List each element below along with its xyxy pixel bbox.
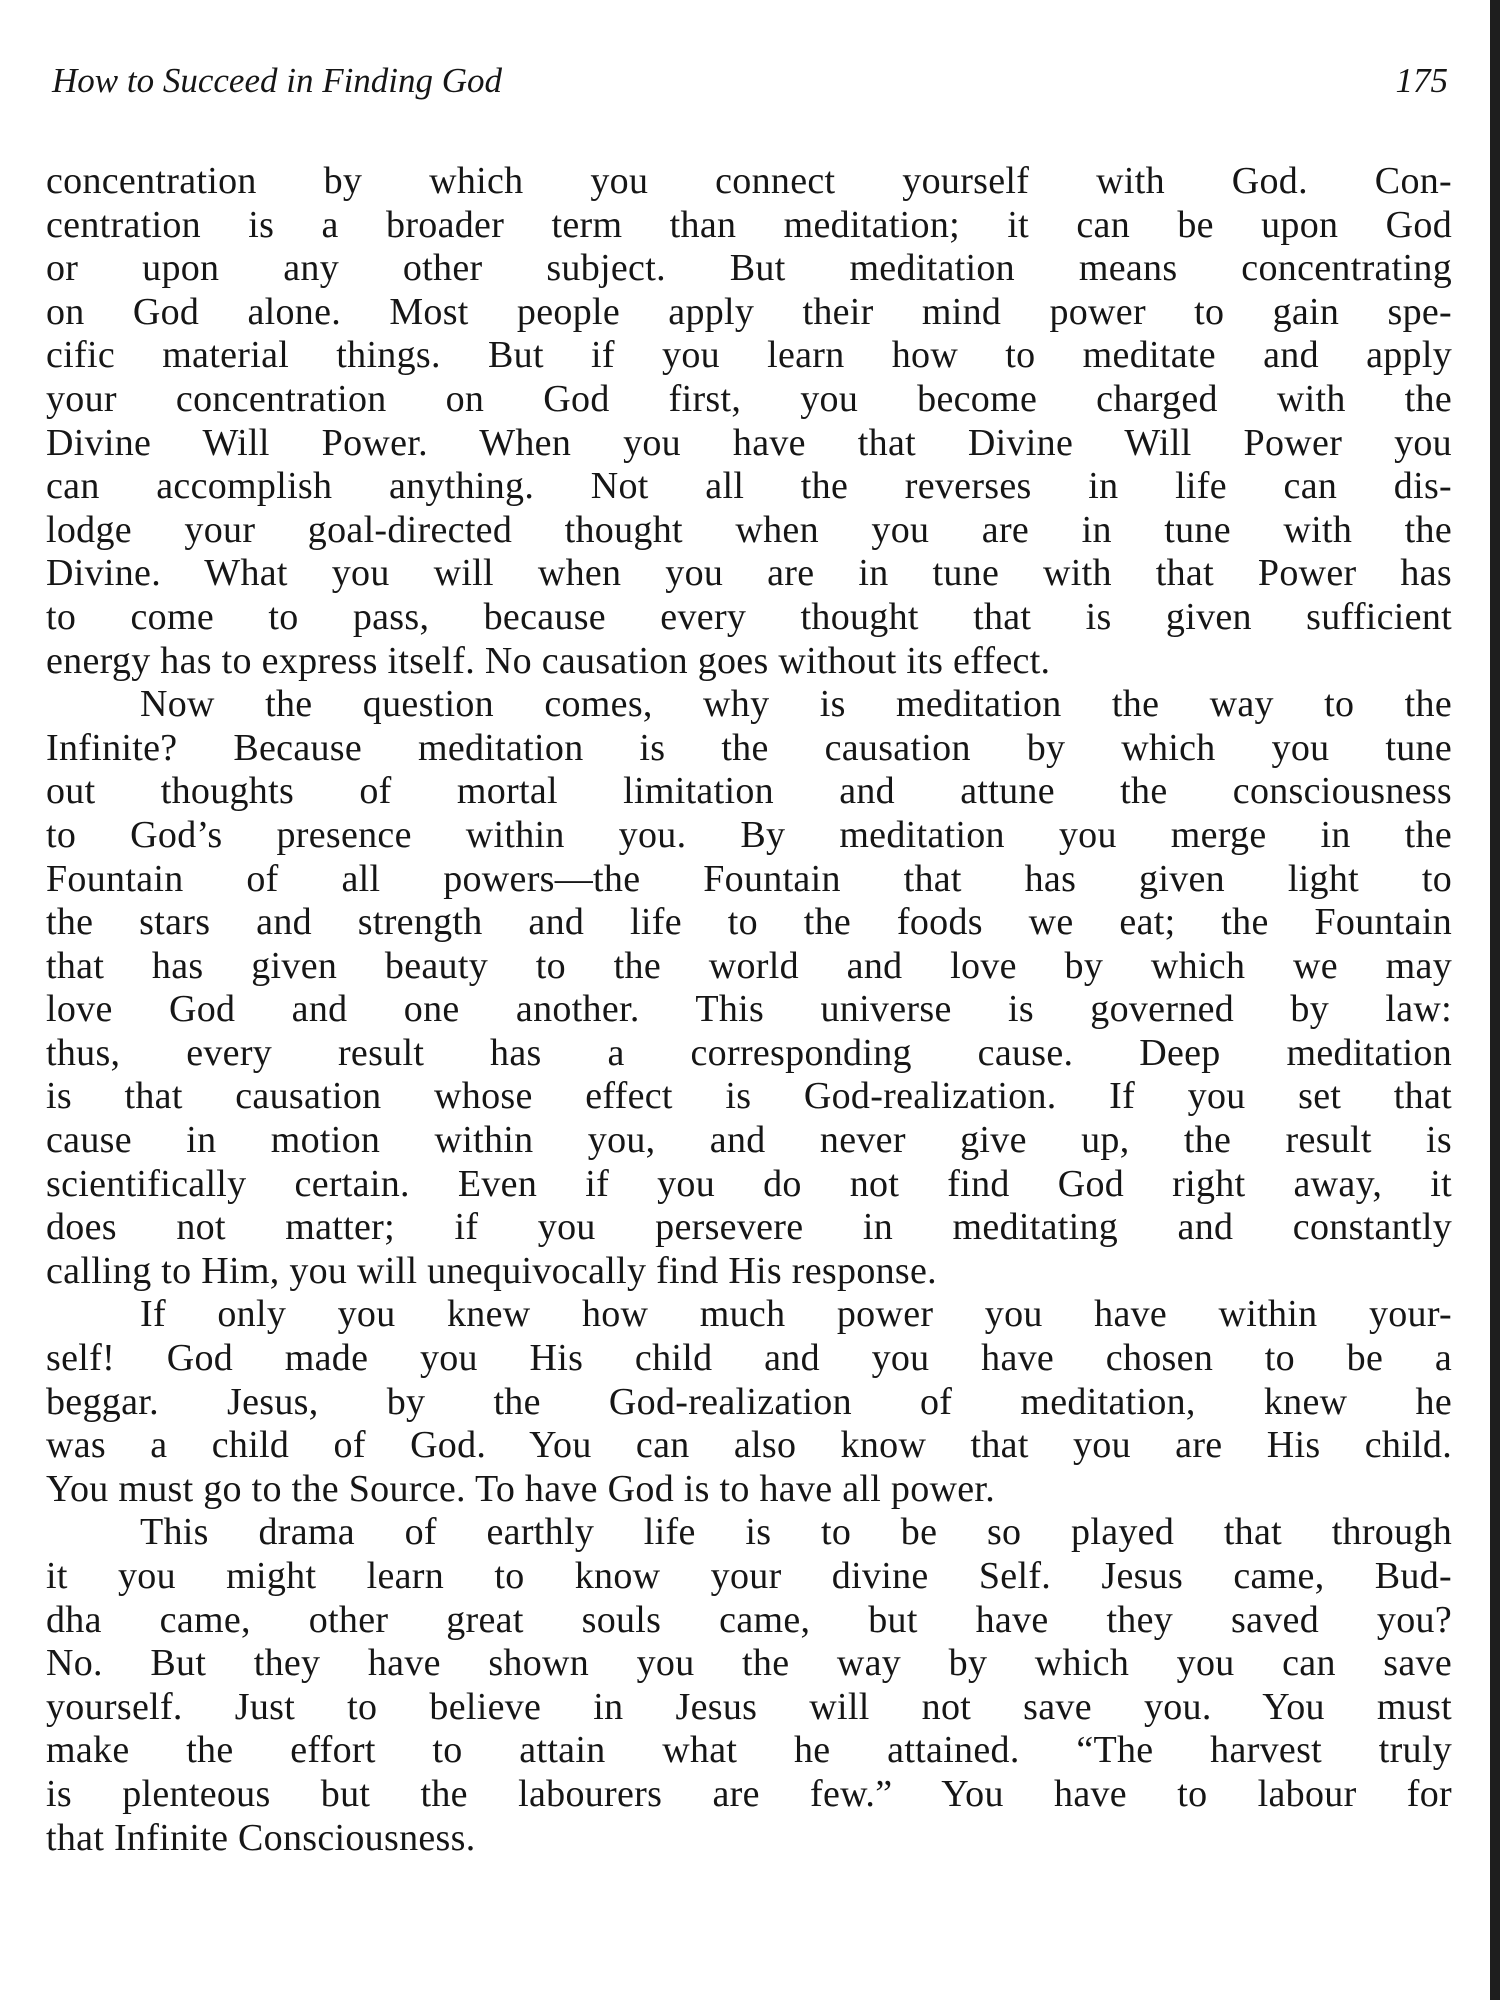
text-line: Now the question comes, why is meditation the way to the [140,683,1452,726]
paragraph [46,1511,1452,1860]
text-line: was a child of God. You can also know that you are His child. [46,1424,1452,1467]
text-line: centration is a broader term than meditation; it can be upon God [46,203,1452,246]
text-line: your concentration on God first, you become charged with the [46,377,1452,420]
text-line: to God’s presence within you. By meditation you merge in the [46,813,1452,856]
text-line: is plenteous but the labourers are few.” You have to labour for [46,1772,1452,1815]
text-line: self! God made you His child and you have chosen to be a [46,1337,1452,1380]
text-line: can accomplish anything. Not all the reverses in life can dis- [46,465,1452,508]
text-line: thus, every result has a corresponding cause. Deep meditation [46,1031,1452,1074]
text-line: dha came, other great souls came, but have they saved you? [46,1598,1452,1641]
paragraph [46,160,1452,683]
running-head [52,56,1448,106]
text-line: that Infinite Consciousness. [46,1816,476,1859]
page-edge [1490,0,1500,2000]
text-line: scientifically certain. Even if you do not find God right away, it [46,1162,1452,1205]
text-line: No. But they have shown you the way by which you can save [46,1642,1452,1685]
page-number: 175 [1395,61,1448,100]
running-head-title: How to Succeed in Finding God [52,61,503,100]
text-line: This drama of earthly life is to be so played that through [140,1511,1452,1554]
text-line: Divine Will Power. When you have that Divine Will Power you [46,421,1452,464]
text-line: love God and one another. This universe is governed by law: [46,988,1452,1031]
text-line: lodge your goal-directed thought when you are in tune with the [46,508,1452,551]
paragraph [46,1293,1452,1511]
text-line: is that causation whose effect is God-realization. If you set that [46,1075,1452,1118]
text-line: calling to Him, you will unequivocally find His response. [46,1249,937,1292]
text-line: or upon any other subject. But meditation means concentrating [46,247,1452,290]
text-line: energy has to express itself. No causation goes without its effect. [46,639,1051,682]
text-line: to come to pass, because every thought that is given sufficient [46,595,1452,638]
text-line: cific material things. But if you learn how to meditate and apply [46,334,1452,377]
text-line: concentration by which you connect yourself with God. Con- [46,160,1452,202]
text-line: does not matter; if you persevere in meditating and constantly [46,1206,1452,1249]
text-line: Fountain of all powers—the Fountain that has given light to [46,857,1452,900]
body-text [46,160,1452,1860]
text-line: it you might learn to know your divine Self. Jesus came, Bud- [46,1555,1452,1597]
text-line: the stars and strength and life to the foods we eat; the Fountain [46,901,1452,944]
text-line: that has given beauty to the world and love by which we may [46,944,1452,987]
text-line: If only you knew how much power you have within your- [140,1293,1452,1336]
text-line: on God alone. Most people apply their mind power to gain spe- [46,290,1452,333]
text-line: cause in motion within you, and never give up, the result is [46,1119,1452,1162]
text-line: make the effort to attain what he attained. “The harvest truly [46,1729,1452,1772]
text-line: yourself. Just to believe in Jesus will not save you. You must [46,1685,1452,1728]
text-line: beggar. Jesus, by the God-realization of meditation, knew he [46,1380,1452,1423]
text-line: Infinite? Because meditation is the causation by which you tune [46,726,1452,769]
text-line: Divine. What you will when you are in tune with that Power has [46,552,1452,595]
text-line: out thoughts of mortal limitation and attune the consciousness [46,770,1452,813]
paragraph [46,683,1452,1293]
text-line: You must go to the Source. To have God is to have all power. [46,1467,996,1510]
